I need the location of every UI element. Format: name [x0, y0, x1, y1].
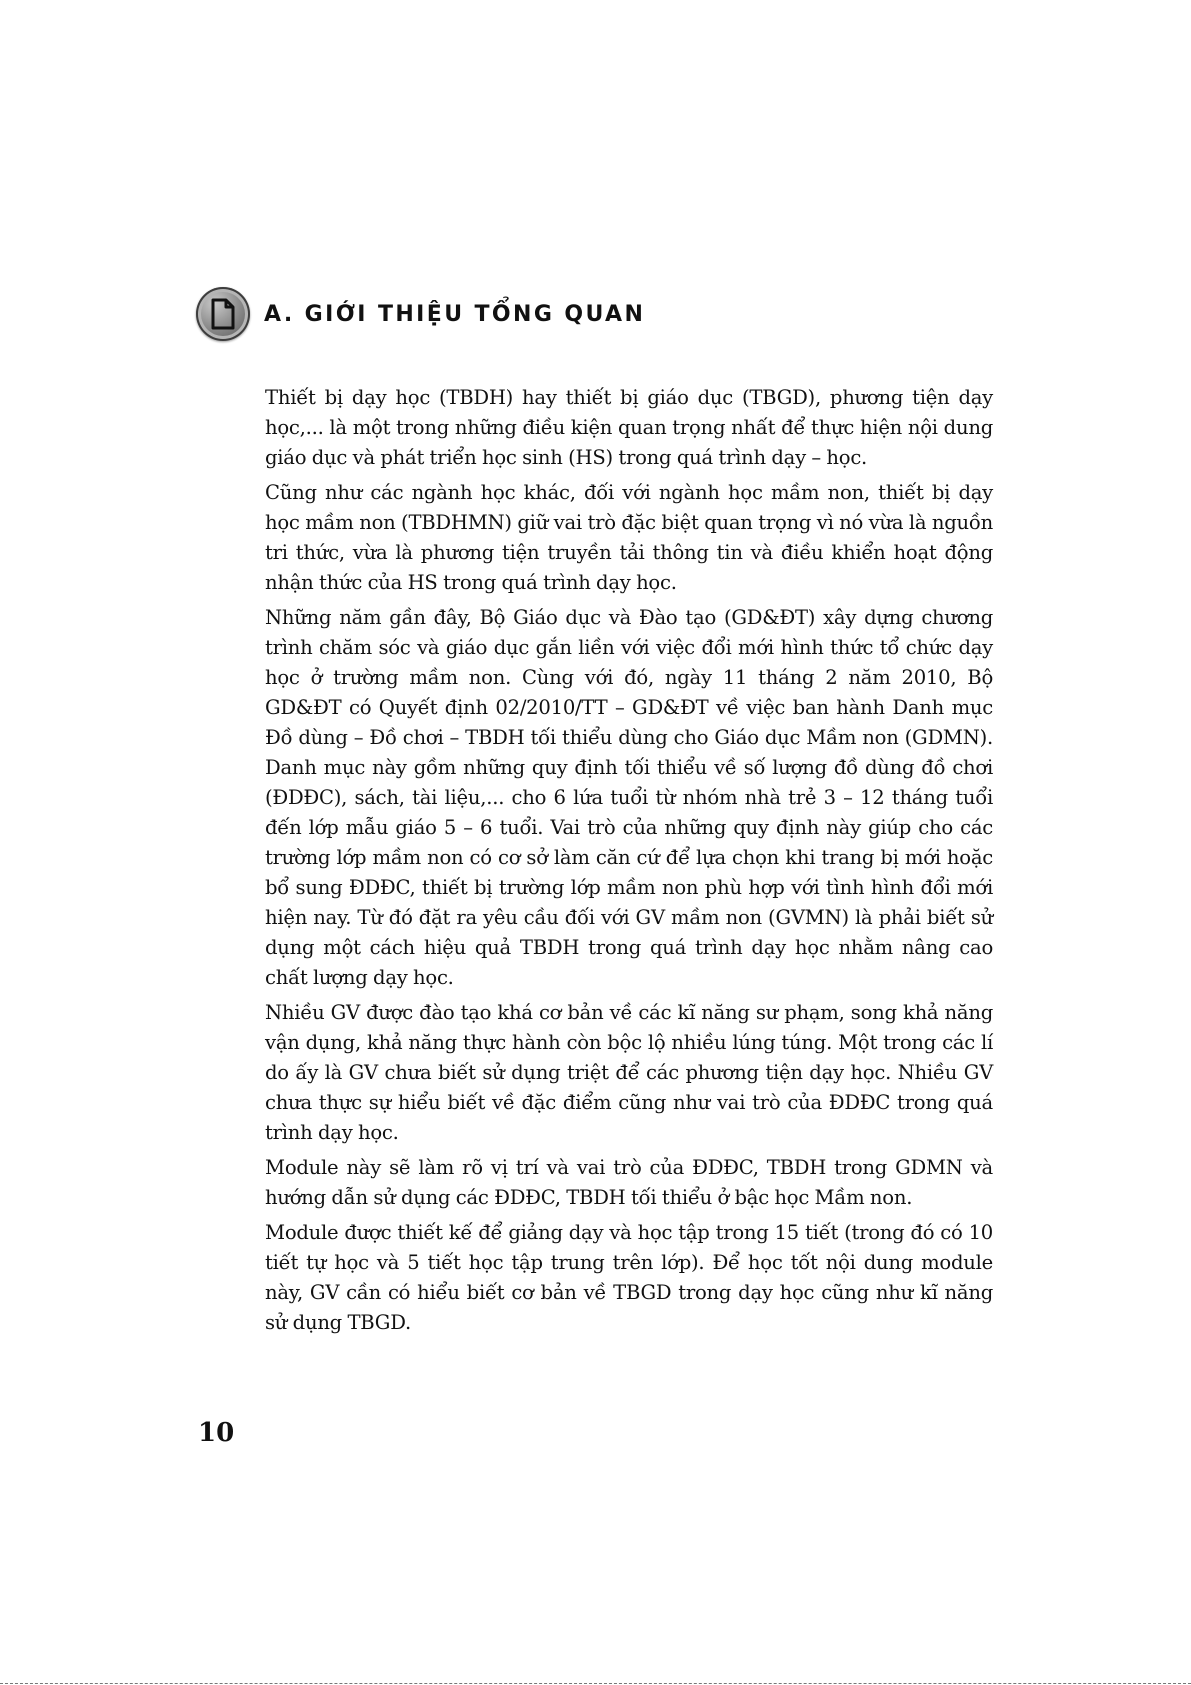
document-icon [196, 287, 250, 341]
paragraph: Module này sẽ làm rõ vị trí và vai trò của ĐDĐC, TBDH trong GDMN và hướng dẫn sử dụng các ĐDĐC, TBDH tối thiểu ở bậc học Mầm non. [265, 1156, 993, 1209]
paragraph: Cũng như các ngành học khác, đối với ngành học mầm non, thiết bị dạy học mầm non (TBDHMN) giữ vai trò đặc biệt quan trọng vì nó vừa là nguồn tri thức, vừa là phương tiện truyền tải thông tin và điều khiển hoạt động nhận thức của HS trong quá trình dạy học. [265, 481, 993, 594]
page-bottom-divider [0, 1683, 1191, 1684]
section-title: A. GIỚI THIỆU TỔNG QUAN [264, 301, 646, 327]
paragraph: Thiết bị dạy học (TBDH) hay thiết bị giáo dục (TBGD), phương tiện dạy học,... là một trong những điều kiện quan trọng nhất để thực hiện nội dung giáo dục và phát triển học sinh (HS) trong quá trình dạy – học. [265, 386, 993, 469]
paragraph: Nhiều GV được đào tạo khá cơ bản về các kĩ năng sư phạm, song khả năng vận dụng, khả năng thực hành còn bộc lộ nhiều lúng túng. Một trong các lí do ấy là GV chưa biết sử dụng triệt để các phương tiện dạy học. Nhiều GV chưa thực sự hiểu biết về đặc điểm cũng như vai trò của ĐDĐC trong quá trình dạy học. [265, 1001, 993, 1144]
section-heading [196, 286, 645, 342]
page-number: 10 [198, 1418, 235, 1448]
paragraph: Module được thiết kế để giảng dạy và học tập trong 15 tiết (trong đó có 10 tiết tự học và 5 tiết học tập trung trên lớp). Để học tốt nội dung module này, GV cần có hiểu biết cơ bản về TBGD trong dạy học cũng như kĩ năng sử dụng TBGD. [265, 1221, 993, 1334]
body-text [265, 383, 993, 1343]
paragraph: Những năm gần đây, Bộ Giáo dục và Đào tạo (GD&ĐT) xây dựng chương trình chăm sóc và giáo dục gắn liền với việc đổi mới hình thức tổ chức dạy học ở trường mầm non. Cùng với đó, ngày 11 tháng 2 năm 2010, Bộ GD&ĐT có Quyết định 02/2010/TT – GD&ĐT về việc ban hành Danh mục Đồ dùng – Đồ chơi – TBDH tối thiểu dùng cho Giáo dục Mầm non (GDMN). Danh mục này gồm những quy định tối thiểu về số lượng đồ dùng đồ chơi (ĐDĐC), sách, tài liệu,... cho 6 lứa tuổi từ nhóm nhà trẻ 3 – 12 tháng tuổi đến lớp mẫu giáo 5 – 6 tuổi. Vai trò của những quy định này giúp cho các trường lớp mầm non có cơ sở làm căn cứ để lựa chọn khi trang bị mới hoặc bổ sung ĐDĐC, thiết bị trường lớp mầm non phù hợp với tình hình đổi mới hiện nay. Từ đó đặt ra yêu cầu đối với GV mầm non (GVMN) là phải biết sử dụng một cách hiệu quả TBDH trong quá trình dạy học nhằm nâng cao chất lượng dạy học. [265, 606, 993, 989]
